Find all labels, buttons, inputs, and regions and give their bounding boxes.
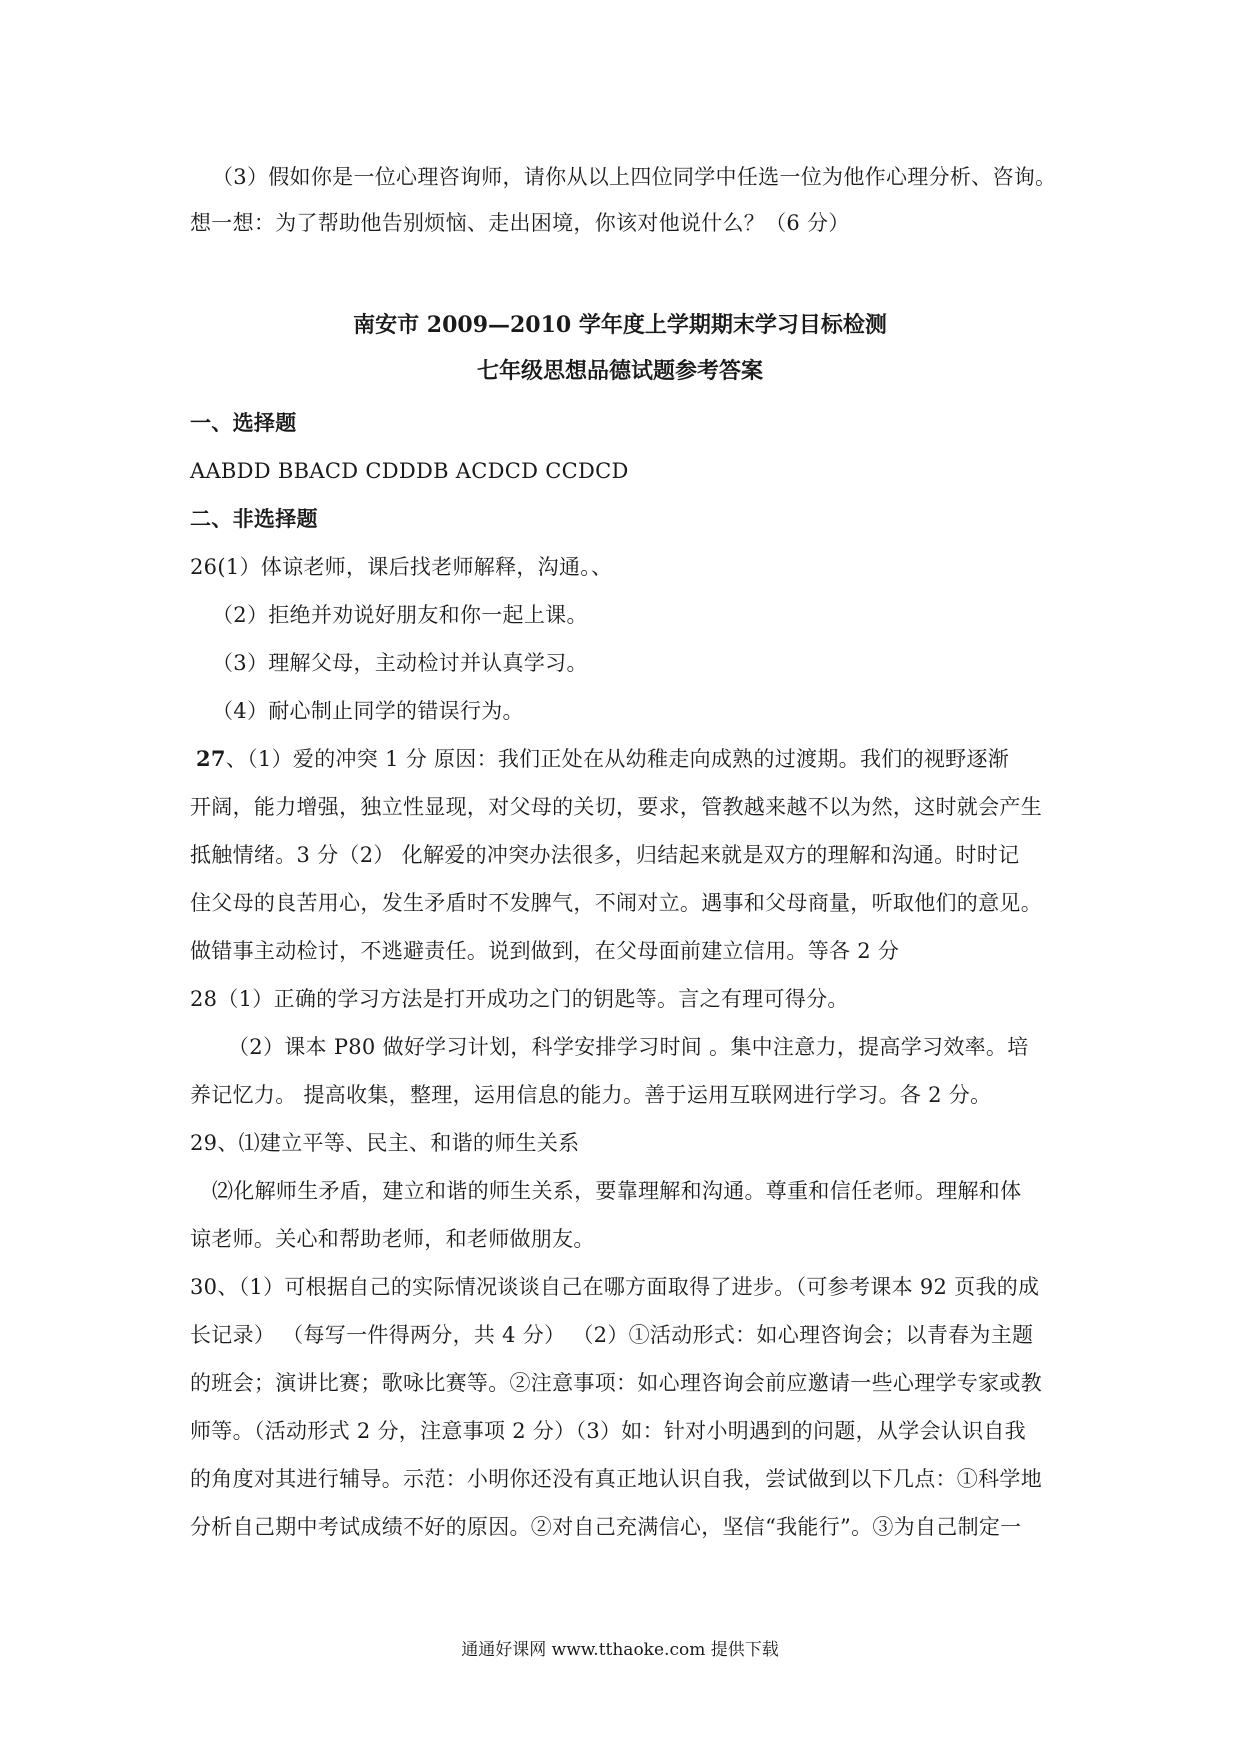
question-3-line-1: （3）假如你是一位心理咨询师，请你从以上四位同学中任选一位为他作心理分析、咨询。 (212, 165, 1057, 189)
answer-27-line-1 (196, 744, 1009, 774)
answer-29-line-3: 谅老师。关心和帮助老师，和老师做朋友。 (190, 1227, 595, 1251)
answer-28-line-1: 28（1）正确的学习方法是打开成功之门的钥匙等。言之有理可得分。 (190, 987, 849, 1011)
answer-29-line-1: 29、⑴建立平等、民主、和谐的师生关系 (190, 1131, 580, 1155)
answer-26-3: （3）理解父母，主动检讨并认真学习。 (212, 651, 588, 675)
section-1-heading: 一、选择题 (190, 410, 297, 435)
answer-28-line-3: 养记忆力。 提高收集，整理，运用信息的能力。善于运用互联网进行学习。各 2 分。 (190, 1083, 992, 1107)
answer-26-2: （2）拒绝并劝说好朋友和你一起上课。 (212, 603, 588, 627)
answer-27-line-2: 开阔，能力增强，独立性显现，对父母的关切，要求，管教越来越不以为然，这时就会产生 (190, 795, 1042, 819)
question-3-line-2: 想一想：为了帮助他告别烦恼、走出困境，你该对他说什么？（6 分） (190, 211, 850, 235)
answer-27-line-4: 住父母的良苦用心，发生矛盾时不发脾气，不闹对立。遇事和父母商量，听取他们的意见。 (190, 891, 1042, 915)
answer-27-line-5: 做错事主动检讨，不逃避责任。说到做到，在父母面前建立信用。等各 2 分 (190, 939, 900, 963)
answer-27-number: 27 (196, 746, 226, 771)
answer-key-subtitle: 七年级思想品德试题参考答案 (476, 358, 763, 384)
answer-30-line-2: 长记录） （每写一件得两分，共 4 分） （2）①活动形式：如心理咨询会；以青春为主题 (190, 1323, 1034, 1347)
page-footer: 通通好课网 www.tthaoke.com 提供下载 (461, 1640, 779, 1660)
answer-27-text: 、（1）爱的冲突 1 分 原因：我们正处在从幼稚走向成熟的过渡期。我们的视野逐渐 (225, 747, 1010, 771)
multiple-choice-answers: AABDD BBACD CDDDB ACDCD CCDCD (190, 459, 629, 483)
answer-30-line-4: 师等。（活动形式 2 分，注意事项 2 分）（3）如：针对小明遇到的问题，从学会认识自我 (190, 1419, 1026, 1443)
section-2-heading: 二、非选择题 (190, 506, 318, 531)
answer-29-line-2: ⑵化解师生矛盾，建立和谐的师生关系，要靠理解和沟通。尊重和信任老师。理解和体 (212, 1179, 1022, 1203)
answer-30-line-3: 的班会；演讲比赛；歌咏比赛等。②注意事项：如心理咨询会前应邀请一些心理学专家或教 (190, 1371, 1042, 1395)
answer-30-line-5: 的角度对其进行辅导。示范：小明你还没有真正地认识自我，尝试做到以下几点：①科学地 (190, 1467, 1042, 1491)
answer-28-line-2: （2）课本 P80 做好学习计划，科学安排学习时间 。集中注意力，提高学习效率。培 (228, 1035, 1029, 1059)
answer-26-1: 26(1）体谅老师，课后找老师解释，沟通。、 (190, 555, 613, 579)
answer-30-line-6: 分析自己期中考试成绩不好的原因。②对自己充满信心，坚信“我能行”。③为自己制定一 (190, 1515, 1022, 1539)
answer-27-line-3: 抵触情绪。3 分（2） 化解爱的冲突办法很多，归结起来就是双方的理解和沟通。时时记 (190, 843, 1020, 867)
answer-key-title: 南安市 2009—2010 学年度上学期期末学习目标检测 (353, 312, 887, 338)
answer-30-line-1: 30、（1）可根据自己的实际情况谈谈自己在哪方面取得了进步。（可参考课本 92 页我的成 (190, 1275, 1040, 1299)
answer-26-4: （4）耐心制止同学的错误行为。 (212, 699, 524, 723)
